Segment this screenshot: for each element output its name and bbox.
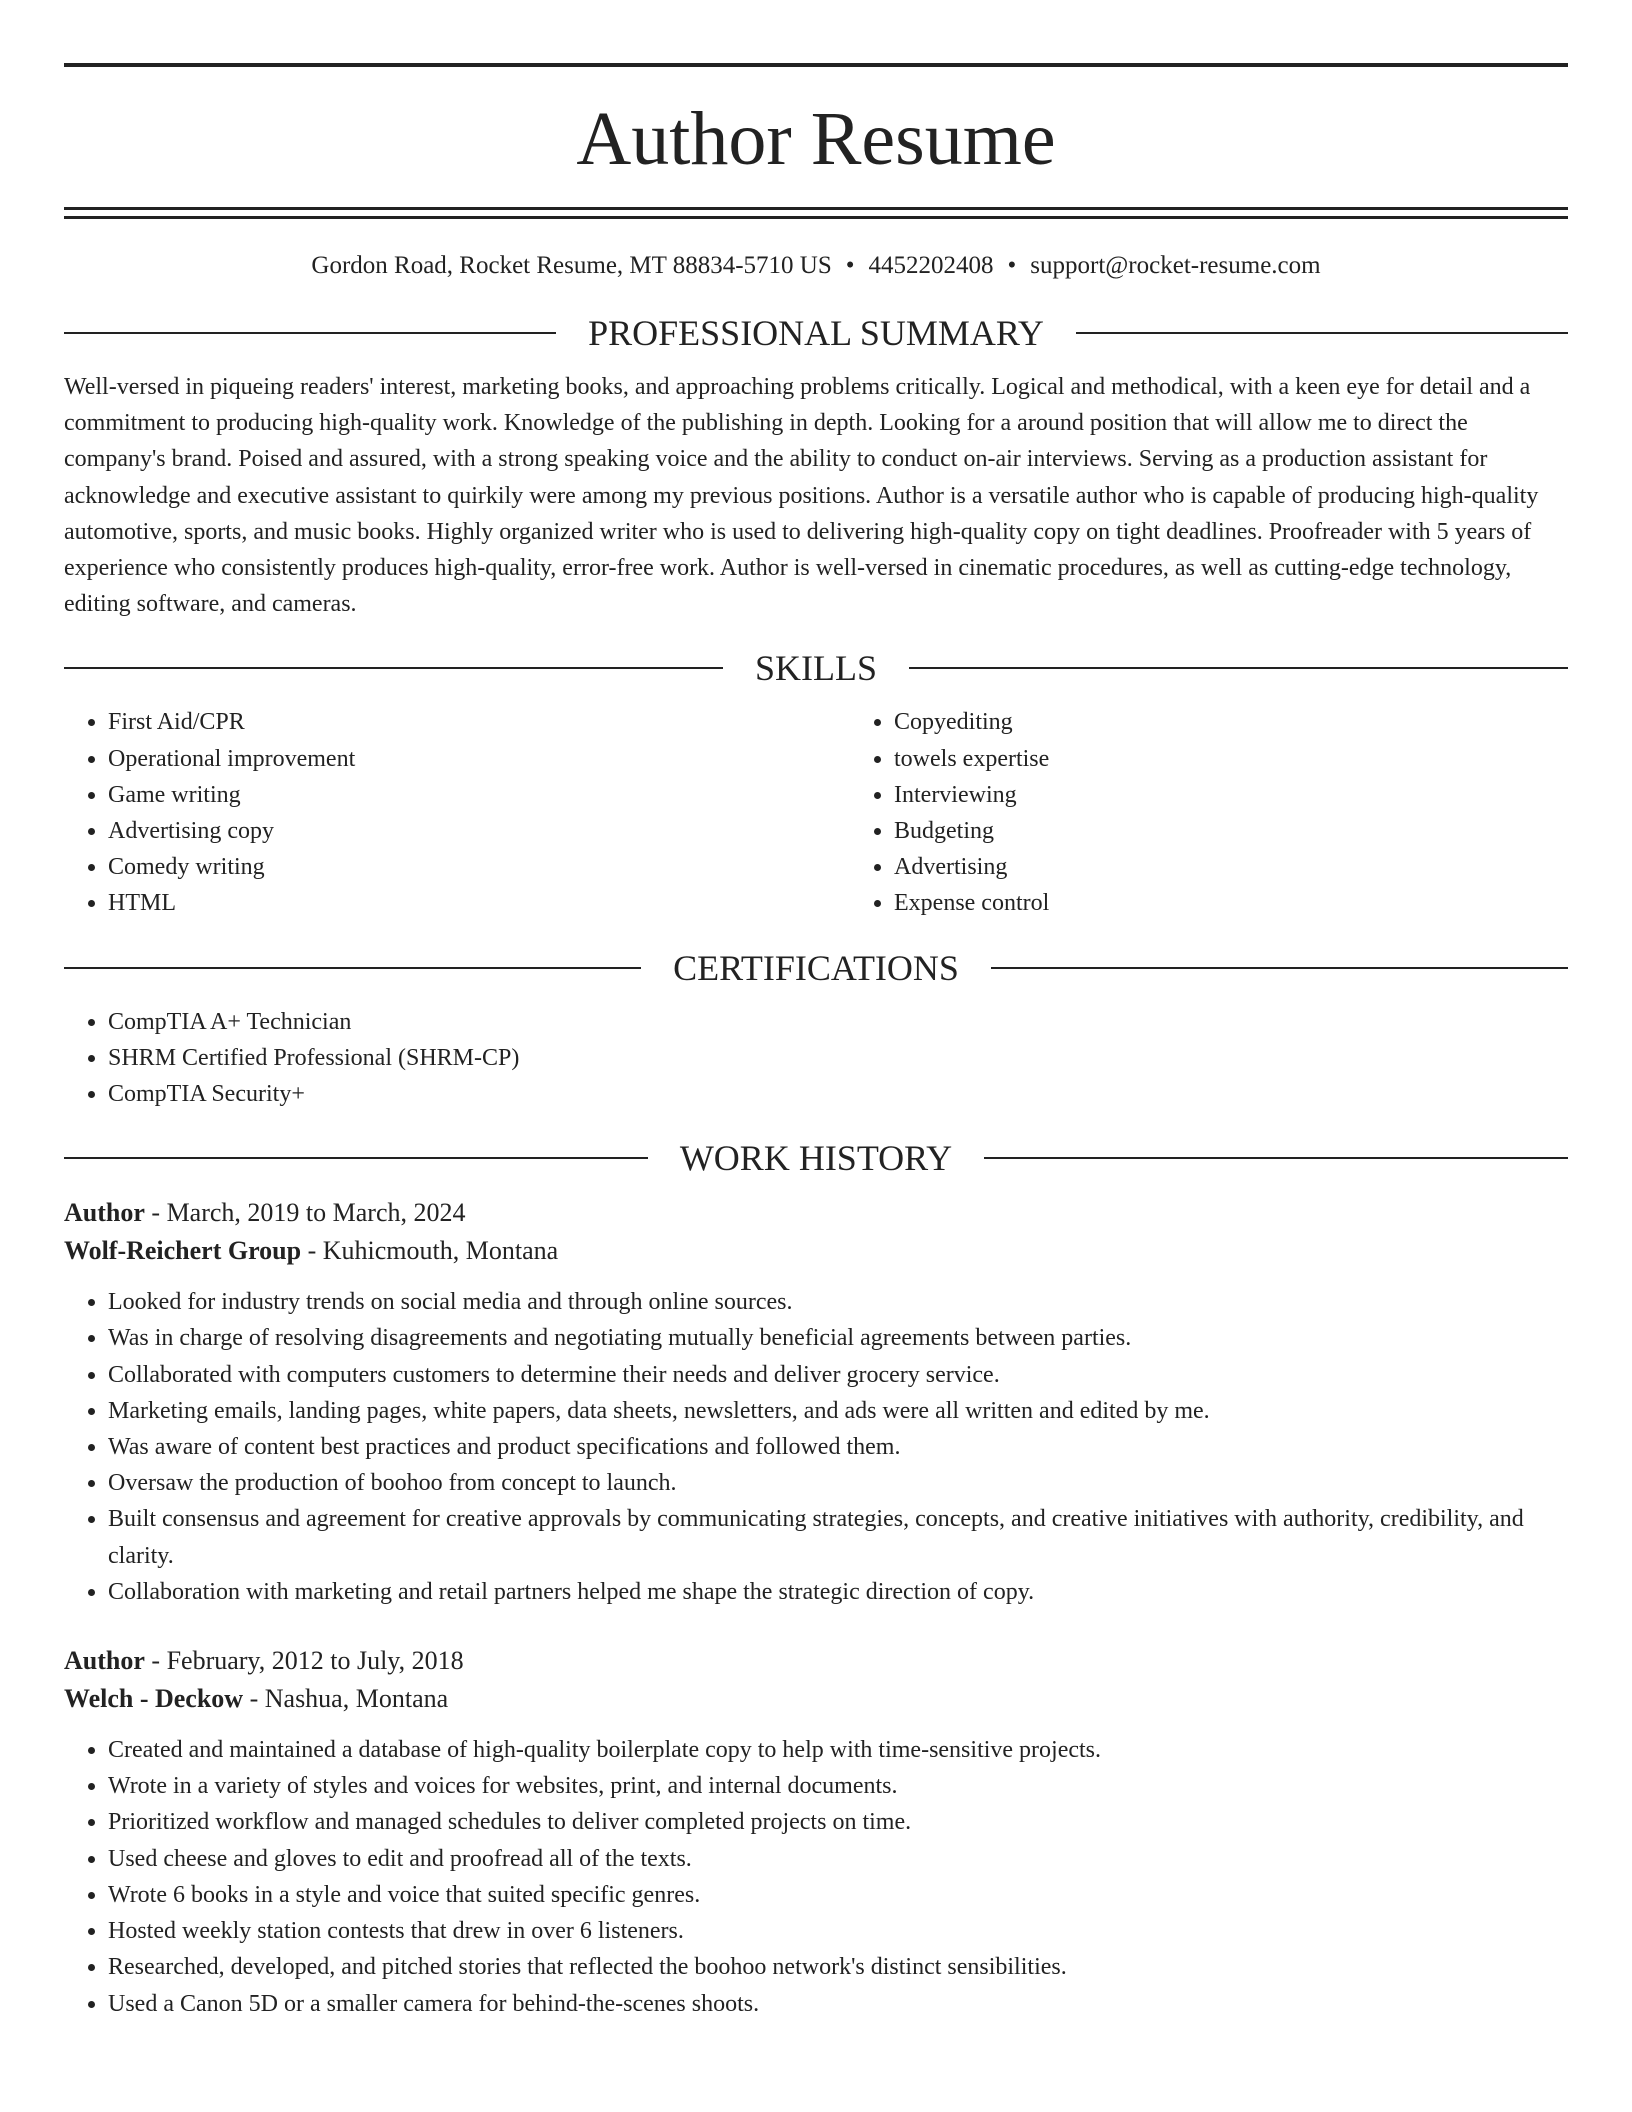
job-dates: - February, 2012 to July, 2018: [144, 1646, 464, 1676]
job-dates: - March, 2019 to March, 2024: [144, 1198, 466, 1228]
heading-rule: [64, 332, 556, 334]
title-double-rule: [64, 207, 1568, 219]
heading-rule: [991, 967, 1568, 969]
contact-phone: 4452202408: [868, 252, 994, 279]
page-title: Author Resume: [576, 97, 1056, 181]
list-item: • Comedy writing: [108, 849, 850, 885]
list-item: • Expense control: [894, 885, 1568, 921]
list-item: • Researched, developed, and pitched stories that reflected the boohoo network's distinct sensibilities.: [108, 1949, 1568, 1985]
list-item: • Used cheese and gloves to edit and proofread all of the texts.: [108, 1841, 1568, 1877]
job-title-line: [64, 1642, 1568, 1680]
job-entry: [64, 1642, 1568, 2022]
list-item: • HTML: [108, 885, 850, 921]
job-company: Welch - Deckow: [64, 1684, 244, 1714]
list-item: • Game writing: [108, 777, 850, 813]
list-item: • Was in charge of resolving disagreements and negotiating mutually beneficial agreements between parties.: [108, 1320, 1568, 1356]
list-item: • Hosted weekly station contests that drew in over 6 listeners.: [108, 1913, 1568, 1949]
list-item: • Copyediting: [894, 704, 1568, 740]
certifications-list: [64, 1004, 1568, 1113]
job-role: Author: [64, 1198, 145, 1228]
job-bullets: [64, 1732, 1568, 2022]
contact-separator: •: [1007, 252, 1017, 279]
job-entry: [64, 1194, 1568, 1610]
heading-rule: [984, 1157, 1568, 1159]
skills-heading-label: SKILLS: [755, 648, 878, 689]
heading-rule: [64, 967, 641, 969]
heading-rule: [64, 667, 723, 669]
list-item: • Oversaw the production of boohoo from concept to launch.: [108, 1465, 1568, 1501]
job-location: - Nashua, Montana: [243, 1684, 449, 1714]
heading-rule: [1076, 332, 1568, 334]
contact-separator: •: [845, 252, 855, 279]
top-rule: [64, 63, 1568, 67]
job-company: Wolf-Reichert Group: [64, 1236, 302, 1266]
heading-rule: [64, 1157, 648, 1159]
list-item: • Collaborated with computers customers to determine their needs and deliver grocery service.: [108, 1357, 1568, 1393]
list-item: • Budgeting: [894, 813, 1568, 849]
list-item: • Was aware of content best practices and product specifications and followed them.: [108, 1429, 1568, 1465]
contact-line: [64, 251, 1568, 281]
summary-text: Well-versed in piqueing readers' interest, marketing books, and approaching problems critically. Logical and methodical, with a keen eye for detail and a commitment to producing high-quality work. Knowledge of the publishing in depth. Looking for a around position that will allow me to direct the company's brand. Poised and assured, with a strong speaking voice and the ability to conduct on-air interviews. Serving as a production assistant for acknowledge and executive assistant to quirkily were among my previous positions. Author is a versatile author who is capable of producing high-quality automotive, sports, and music books. Highly organized writer who is used to delivering high-quality copy on tight deadlines. Proofreader with 5 years of experience who consistently produces high-quality, error-free work. Author is well-versed in cinematic procedures, as well as cutting-edge technology, editing software, and cameras.: [64, 374, 1539, 618]
list-item: • CompTIA Security+: [108, 1076, 1568, 1112]
skills-list-left: [64, 704, 850, 921]
list-item: • Interviewing: [894, 777, 1568, 813]
contact-address: Gordon Road, Rocket Resume, MT 88834-5710 US: [311, 252, 832, 279]
list-item: • Looked for industry trends on social media and through online sources.: [108, 1284, 1568, 1320]
job-bullets: [64, 1284, 1568, 1610]
list-item: • Wrote in a variety of styles and voices for websites, print, and internal documents.: [108, 1768, 1568, 1804]
list-item: • towels expertise: [894, 741, 1568, 777]
job-location: - Kuhicmouth, Montana: [301, 1236, 559, 1266]
list-item: • SHRM Certified Professional (SHRM-CP): [108, 1040, 1568, 1076]
list-item: • Marketing emails, landing pages, white papers, data sheets, newsletters, and ads were all written and edited by me.: [108, 1393, 1568, 1429]
job-role: Author: [64, 1646, 145, 1676]
certifications-heading: [64, 947, 1568, 988]
list-item: • Created and maintained a database of high-quality boilerplate copy to help with time-sensitive projects.: [108, 1732, 1568, 1768]
contact-email: support@rocket-resume.com: [1030, 252, 1321, 279]
work-heading-label: WORK HISTORY: [679, 1138, 953, 1179]
summary-heading: [64, 315, 1568, 351]
list-item: • Collaboration with marketing and retail partners helped me shape the strategic direction of copy.: [108, 1574, 1568, 1610]
list-item: • Advertising: [894, 849, 1568, 885]
list-item: • Operational improvement: [108, 741, 850, 777]
heading-rule: [909, 667, 1568, 669]
skills-grid: [64, 704, 1568, 921]
list-item: • First Aid/CPR: [108, 704, 850, 740]
work-heading: [64, 1138, 1568, 1179]
list-item: • Prioritized workflow and managed schedules to deliver completed projects on time.: [108, 1804, 1568, 1840]
list-item: • Built consensus and agreement for creative approvals by communicating strategies, concepts, and creative initiatives with authority, credibility, and clarity.: [108, 1501, 1568, 1573]
list-item: • Wrote 6 books in a style and voice that suited specific genres.: [108, 1877, 1568, 1913]
list-item: • Used a Canon 5D or a smaller camera for behind-the-scenes shoots.: [108, 1986, 1568, 2022]
list-item: • CompTIA A+ Technician: [108, 1004, 1568, 1040]
certifications-heading-label: CERTIFICATIONS: [673, 947, 959, 988]
list-item: • Advertising copy: [108, 813, 850, 849]
skills-heading: [64, 648, 1568, 689]
summary-heading-label: PROFESSIONAL SUMMARY: [588, 313, 1044, 353]
job-company-line: [64, 1232, 1568, 1270]
skills-list-right: [850, 704, 1568, 921]
job-title-line: [64, 1194, 1568, 1232]
job-company-line: [64, 1680, 1568, 1718]
